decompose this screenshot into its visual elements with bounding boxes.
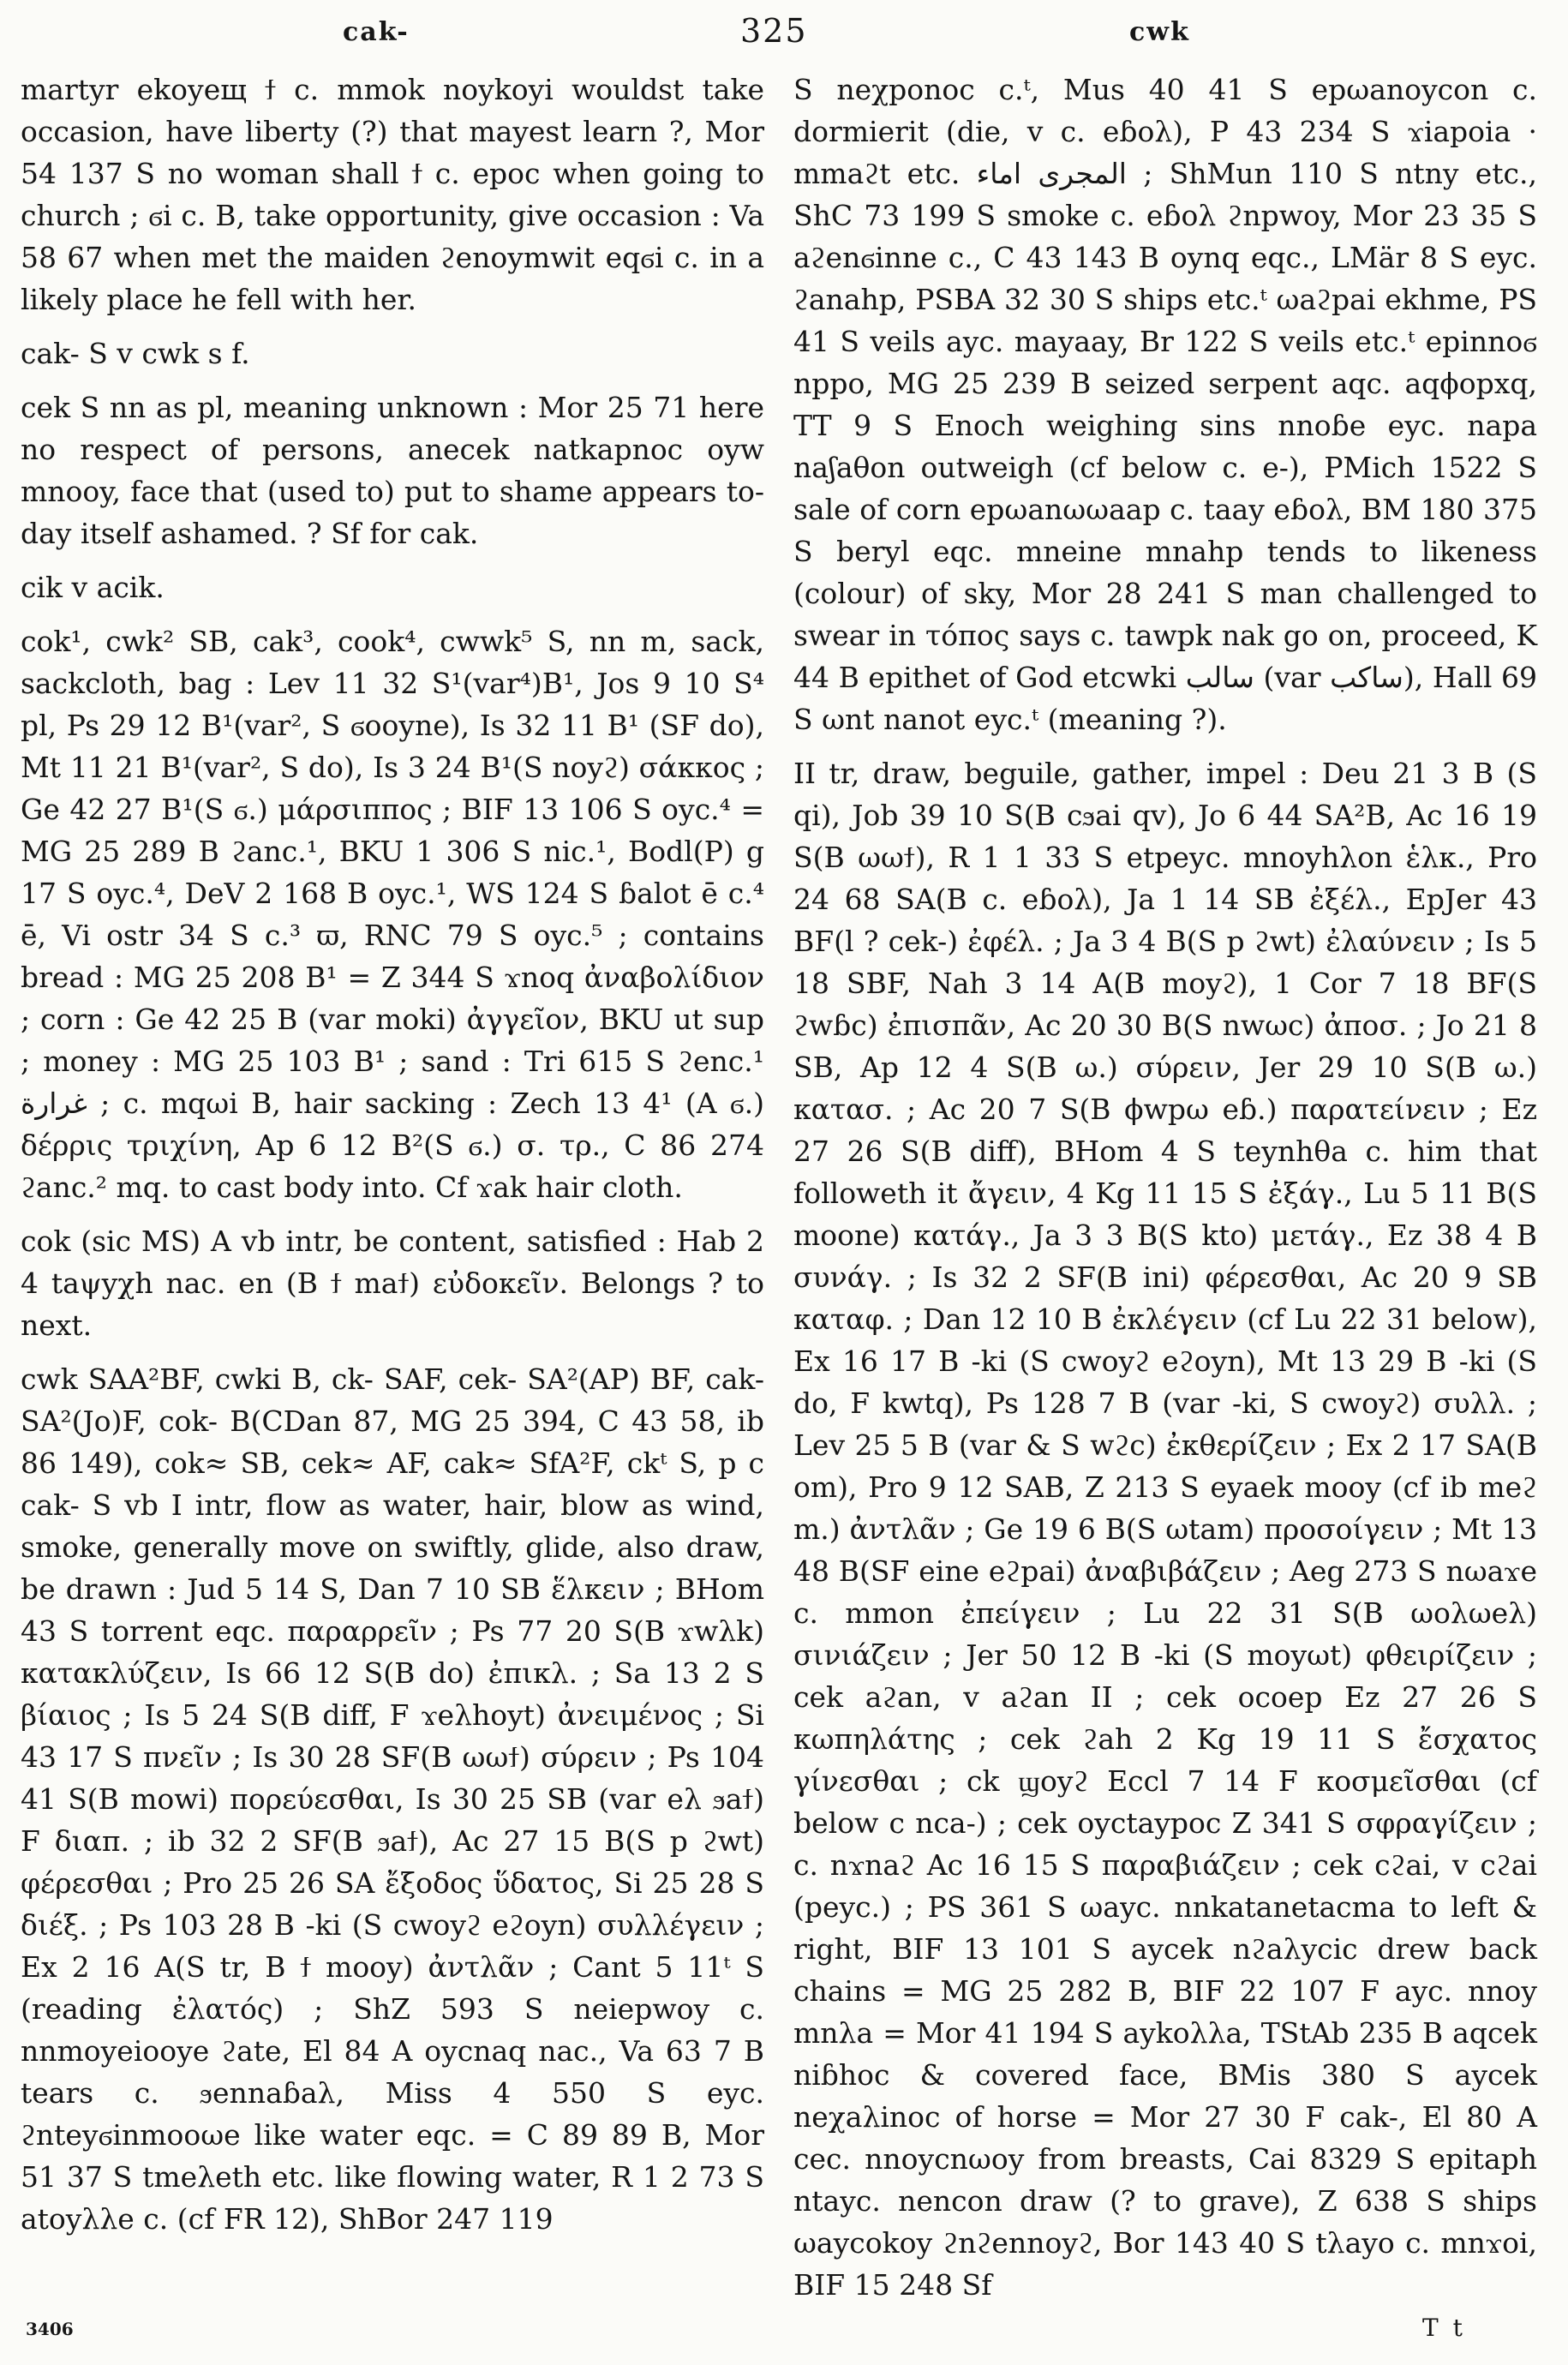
entry-cok-content: cok (sic MS) A vb intr, be content, satisfied : Hab 2 4 taψyχh nac. en (B ϯ maϯ) εὐδοκεῖν. Belongs ? to next.	[21, 1224, 764, 1342]
entry-continuation: martyr ekoyeщ ϯ c. mmok noykoyi wouldst take occasion, have liberty (?) that mayest learn ?, Mor 54 137 S no woman shall ϯ c. epoc when going to church ; ϭi c. B, take opportunity, give occasion : Va 58 67 when met the maiden ϩenoymwit eqϭi c. in a likely place he fell with her.	[21, 73, 764, 316]
running-head	[0, 12, 1568, 55]
printer-signature: 3406	[26, 2319, 74, 2339]
entry-cwk: cwk SAA²BF, cwki B, ck- SAF, cek- SA²(AP) BF, cak- SA²(Jo)F, cok- B(CDan 87, MG 25 394, C 43 58, ib 86 149), cok≈ SB, cek≈ AF, cak≈ SfA²F, ckᵗ S, p c cak- S vb I intr, flow as water, hair, blow as wind, smoke, generally move on swiftly, glide, also draw, be drawn : Jud 5 14 S, Dan 7 10 SB ἕλκειν ; BHom 43 S torrent eqc. παραρρεῖν ; Ps 77 20 S(B ϫwλk) κατακλύζειν, Is 66 12 S(B do) ἐπικλ. ; Sa 13 2 S βίαιος ; Is 5 24 S(B diff, F ϫeλhoyt) ἀνειμένος ; Si 43 17 S πνεῖν ; Is 30 28 SF(B ωωϯ) σύρειν ; Ps 104 41 S(B mowi) πορεύεσθαι, Is 30 25 SB (var eλ ϧaϯ) F διαπ. ; ib 32 2 SF(B ϧaϯ), Ac 27 15 B(S p ϩwt) φέρεσθαι ; Pro 25 26 SA ἔξοδος ὕδατος, Si 25 28 S διέξ. ; Ps 103 28 B -ki (S cwoyϩ eϩoyn) συλλέγειν ; Ex 2 16 A(S tr, B ϯ mooy) ἀντλᾶν ; Cant 5 11ᵗ S (reading ἐλατός) ; ShZ 593 S neiepwoy c. nnmoyeiooye ϩate, El 84 A oycnaq nac., Va 63 7 B tears c. ϧennaɓaλ, Miss 4 550 S eyc. ϩnteyϭinmooωe like water eqc. = C 89 89 B, Mor 51 37 S tmeλeth etc. like flowing water, R 1 2 73 S atoyλλe c. (cf FR 12), ShBor 247 119	[21, 1362, 764, 2236]
right-column	[793, 69, 1537, 2302]
page-number: 325	[740, 12, 808, 50]
entry-cwk-continued: S neχponoc c.ᵗ, Mus 40 41 S epωanoycon c. dormierit (die, v c. eɓoλ), P 43 234 S ϫiapoia · mmaϩt etc. المجرى اماء ; ShMun 110 S ntny etc., ShC 73 199 S smoke c. eɓoλ ϩnpwoy, Mor 23 35 S aϩenϭinne c., C 43 143 B oynq eqc., LMär 8 S eyc. ϩanahp, PSBA 32 30 S ships etc.ᵗ ωaϩpai ekhme, PS 41 S veils ayc. mayaay, Br 122 S veils etc.ᵗ epinnoϭ nppo, MG 25 239 B seized serpent aqc. aqϕopxq, TT 9 S Enoch weighing sins nnoɓe eyc. napa naʃaθon outweigh (cf below c. e-), PMich 1522 S sale of corn epωanωωaap c. taay eɓoλ, BM 180 375 S beryl eqc. mneine mnahp tends to likeness (colour) of sky, Mor 28 241 S man challenged to swear in τόπος says c. tawpk nak go on, proceed, K 44 B epithet of God etcwki سالب (var ساكب), Hall 69 S ωnt nanot eyc.ᵗ (meaning ?).	[793, 73, 1537, 736]
entry-cek: cek S nn as pl, meaning unknown : Mor 25 71 here no respect of persons, anecek natkapnoc oyw mnooy, face that (used to) put to shame appears to-day itself ashamed. ? Sf for cak.	[21, 391, 764, 550]
signature-mark: T t	[1422, 2314, 1466, 2342]
entry-cik: cik v acik.	[21, 571, 165, 604]
entry-cok-sack: cok¹, cwk² SB, cak³, cook⁴, cwwk⁵ S, nn m, sack, sackcloth, bag : Lev 11 32 S¹(var⁴)B¹, Jos 9 10 S⁴ pl, Ps 29 12 B¹(var², S ϭooyne), Is 32 11 B¹ (SF do), Mt 11 21 B¹(var², S do), Is 3 24 B¹(S noyϩ) σάκκος ; Ge 42 27 B¹(S ϭ.) μάρσιππος ; BIF 13 106 S oyc.⁴ = MG 25 289 B ϩanc.¹, BKU 1 306 S nic.¹, Bodl(P) g 17 S oyc.⁴, DeV 2 168 B oyc.¹, WS 124 S ɓalot ē c.⁴ ē, Vi ostr 34 S c.³ ϖ, RNC 79 S oyc.⁵ ; contains bread : MG 25 208 B¹ = Z 344 S ϫnoq ἀναβολίδιον ; corn : Ge 42 25 B (var moki) ἀγγεῖον, BKU ut sup ; money : MG 25 103 B¹ ; sand : Tri 615 S ϩenc.¹ غرارة ; c. mqωi B, hair sacking : Zech 13 4¹ (A ϭ.) δέρρις τριχίνη, Ap 6 12 B²(S ϭ.) σ. τρ., C 86 274 ϩanc.² mq. to cast body into. Cf ϫak hair cloth.	[21, 625, 764, 1204]
entry-cwk-transitive: II tr, draw, beguile, gather, impel : Deu 21 3 B (S qi), Job 39 10 S(B cϧai qv), Jo 6 44 SA²B, Ac 16 19 S(B ωωϯ), R 1 1 33 S etpeyc. mnoyhλon ἑλκ., Pro 24 68 SA(B c. eɓoλ), Ja 1 14 SB ἐξέλ., EpJer 43 BF(l ? cek-) ἐφέλ. ; Ja 3 4 B(S p ϩwt) ἐλαύνειν ; Is 5 18 SBF, Nah 3 14 A(B moyϩ), 1 Cor 7 18 BF(S ϩwɓc) ἐπισπᾶν, Ac 20 30 B(S nwωc) ἀποσ. ; Jo 21 8 SB, Ap 12 4 S(B ω.) σύρειν, Jer 29 10 S(B ω.) κατασ. ; Ac 20 7 S(B ϕwpω eɓ.) παρατείνειν ; Ez 27 26 S(B diff), BHom 4 S teynhθa c. him that followeth it ἄγειν, 4 Kg 11 15 S ἐξάγ., Lu 5 11 B(S moone) κατάγ., Ja 3 3 B(S kto) μετάγ., Ez 38 4 B συνάγ. ; Is 32 2 SF(B ini) φέρεσθαι, Ac 20 9 SB καταφ. ; Dan 12 10 B ἐκλέγειν (cf Lu 22 31 below), Ex 16 17 B -ki (S cwoyϩ eϩoyn), Mt 13 29 B -ki (S do, F kwtq), Ps 128 7 B (var -ki, S cwoyϩ) συλλ. ; Lev 25 5 B (var & S wϩc) ἐκθερίζειν ; Ex 2 17 SA(B om), Pro 9 12 SAB, Z 213 S eyaek mooy (cf ib meϩ m.) ἀντλᾶν ; Ge 19 6 B(S ωtam) προσοίγειν ; Mt 13 48 B(SF eine eϩpai) ἀναβιβάζειν ; Aeg 273 S nωaϫe c. mmon ἐπείγειν ; Lu 22 31 S(B ωoλωeλ) σινιάζειν ; Jer 50 12 B -ki (S moyωt) φθειρίζειν ; cek aϩan, v aϩan II ; cek ocoep Ez 27 26 S κωπηλάτης ; cek ϩah 2 Kg 19 11 S ἔσχατος γίνεσθαι ; ck ϣoyϩ Eccl 7 14 F κοσμεῖσθαι (cf below c nca-) ; cek oyctaypoc Z 341 S σφραγίζειν ; c. nϫnaϩ Ac 16 15 S παραβιάζειν ; cek cϩai, v cϩai (peyc.) ; PS 361 S ωayc. nnkatanetacma to left & right, BIF 13 101 S aycek nϩaλycic drew back chains = MG 25 282 B, BIF 22 107 F ayc. nnoy mnλa = Mor 41 194 S aykoλλa, TStAb 235 B aqcek niɓhoc & covered face, BMis 380 S aycek neχaλinoc of horse = Mor 27 30 F cak-, El 80 A cec. nnoycnωoy from breasts, Cai 8329 S epitaph ntayc. nencon draw (? to grave), Z 638 S ships ωaycokoy ϩnϩennoyϩ, Bor 143 40 S tλayo c. mnϫoi, BIF 15 248 Sf	[793, 757, 1537, 2302]
running-head-right: cwk	[1129, 17, 1190, 47]
entry-cak: cak- S v cwk s f.	[21, 337, 250, 370]
left-column	[21, 69, 764, 2279]
running-head-left: cak-	[343, 17, 410, 47]
